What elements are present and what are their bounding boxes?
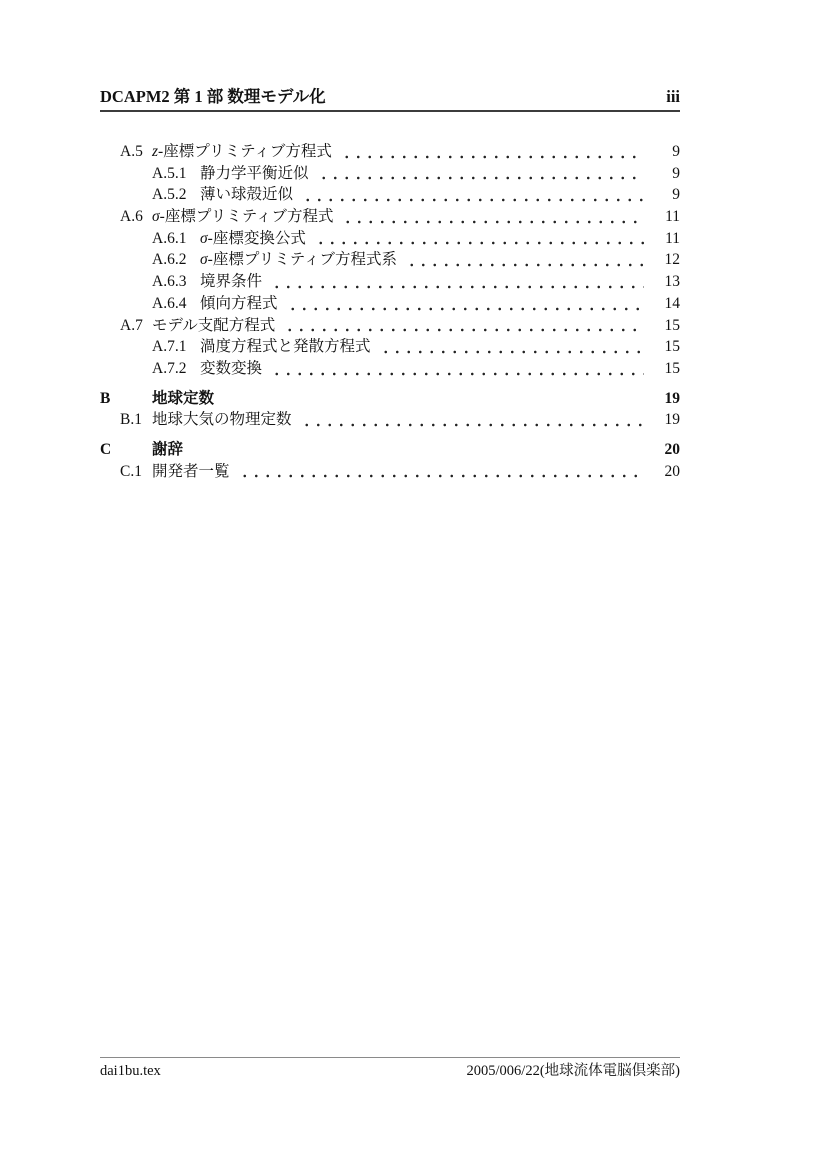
toc-entry-page: 9	[672, 186, 680, 204]
page-header	[100, 88, 680, 112]
toc-entry-page: 12	[664, 251, 680, 269]
dot-leader	[378, 336, 644, 358]
toc-entry[interactable]	[100, 439, 680, 461]
toc-entry[interactable]	[100, 249, 680, 271]
dot-leader	[269, 358, 644, 380]
dot-leader	[299, 409, 644, 431]
toc-entry-number: B.1	[120, 411, 142, 429]
toc-entry-title: モデル支配方程式	[152, 316, 276, 334]
toc-entry[interactable]	[100, 163, 680, 185]
toc-entry-title: 地球大気の物理定数	[152, 411, 292, 429]
toc-entry[interactable]	[100, 293, 680, 315]
toc-entry-title: 開発者一覧	[152, 462, 230, 480]
toc-entry-number: C.1	[120, 462, 142, 480]
toc-entry-title: 静力学平衡近似	[200, 164, 309, 182]
toc-entry[interactable]	[100, 315, 680, 337]
toc-entry-page: 19	[664, 389, 680, 407]
toc-entry[interactable]	[100, 409, 680, 431]
toc-entry[interactable]	[100, 336, 680, 358]
header-page-number: iii	[666, 87, 680, 106]
dot-leader	[313, 228, 644, 250]
toc-entry-number: B	[100, 389, 111, 407]
toc-entry-title: 謝辞	[152, 440, 184, 458]
toc-entry-page: 15	[664, 338, 680, 356]
dot-leader	[237, 461, 644, 483]
toc-entry-page: 15	[664, 316, 680, 334]
dot-leader	[300, 184, 644, 206]
math-symbol: z	[152, 143, 159, 160]
toc-entry[interactable]	[100, 358, 680, 380]
dot-leader	[221, 388, 644, 410]
dot-leader	[285, 293, 644, 315]
header-title: DCAPM2 第 1 部 数理モデル化	[100, 87, 326, 106]
toc-entry-number: A.6.3	[152, 273, 187, 291]
toc-entry-number: A.6	[120, 208, 143, 226]
dot-leader	[339, 141, 644, 163]
toc-entry-number: A.5	[120, 143, 143, 160]
toc-entry-page: 19	[664, 411, 680, 429]
toc-entry-title: z-座標プリミティブ方程式	[152, 143, 332, 160]
math-symbol: σ	[200, 229, 208, 247]
toc-entry-page: 13	[664, 273, 680, 291]
toc-entry[interactable]	[100, 388, 680, 410]
toc-entry-page: 20	[664, 440, 680, 458]
toc-entry-title: σ-座標プリミティブ方程式系	[200, 251, 397, 269]
toc-entry-title: 渦度方程式と発散方程式	[200, 338, 371, 356]
toc-entry-title: 地球定数	[152, 389, 215, 407]
math-symbol: σ	[152, 208, 160, 226]
toc-entry[interactable]	[100, 228, 680, 250]
toc-entry-title: 薄い球殻近似	[200, 186, 294, 204]
toc-entry[interactable]	[100, 206, 680, 228]
toc-entry-page: 15	[664, 359, 680, 377]
toc-entry-number: A.5.1	[152, 164, 187, 182]
toc-entry-number: A.7.1	[152, 338, 187, 356]
toc-entry-number: C	[100, 440, 112, 458]
toc-entry-title: 傾向方程式	[200, 294, 278, 312]
toc-entry[interactable]	[100, 184, 680, 206]
toc-entry-number: A.7	[120, 316, 143, 334]
toc-entry-page: 11	[665, 208, 680, 226]
dot-leader	[282, 315, 644, 337]
toc-entry[interactable]	[100, 271, 680, 293]
table-of-contents	[100, 141, 680, 482]
toc-entry-number: A.6.2	[152, 251, 187, 269]
dot-leader	[190, 439, 644, 461]
toc-entry-title: 変数変換	[200, 359, 263, 377]
toc-entry-page: 9	[672, 143, 680, 160]
math-symbol: σ	[200, 251, 208, 269]
toc-entry-number: A.7.2	[152, 359, 187, 377]
dot-leader	[404, 249, 644, 271]
toc-entry-number: A.6.4	[152, 294, 187, 312]
toc-entry-page: 9	[672, 164, 680, 182]
toc-entry-page: 20	[664, 462, 680, 480]
footer-date: 2005/006/22(地球流体電脳倶楽部)	[466, 1063, 680, 1079]
toc-entry[interactable]	[100, 141, 680, 163]
toc-entry-page: 14	[664, 294, 680, 312]
toc-entry-title: σ-座標変換公式	[200, 229, 306, 247]
toc-entry-title: σ-座標プリミティブ方程式	[152, 208, 334, 226]
footer-filename: dai1bu.tex	[100, 1063, 161, 1079]
toc-entry-number: A.5.2	[152, 186, 187, 204]
dot-leader	[340, 206, 644, 228]
toc-entry-page: 11	[665, 229, 680, 247]
toc-entry-title: 境界条件	[200, 273, 263, 291]
page-footer	[100, 1057, 680, 1080]
dot-leader	[269, 271, 644, 293]
toc-entry[interactable]	[100, 461, 680, 483]
toc-entry-number: A.6.1	[152, 229, 187, 247]
dot-leader	[316, 163, 644, 185]
